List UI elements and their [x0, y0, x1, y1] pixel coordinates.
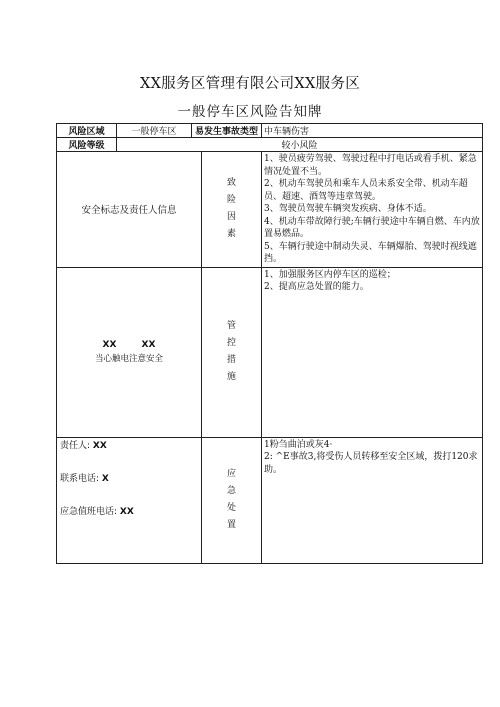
- page-subtitle: 一般停车区风险告知牌: [177, 104, 323, 120]
- safety-sign-label: 安全标志及责任人信息: [57, 152, 202, 268]
- risk-factors-heading: 致 险 因 素: [202, 152, 262, 268]
- risk-factors-list: [262, 152, 483, 268]
- list-item: 2、提高应急处置的能力。: [264, 282, 369, 292]
- risk-area-label: 风险区域: [57, 124, 117, 138]
- responsible-person: 责任人: XX: [60, 440, 107, 451]
- list-item: 2: ^E事故3,将受伤人员转移至安全区域，拨打120求助。: [264, 452, 478, 475]
- duty-phone: 应急值班电话: XX: [60, 506, 134, 517]
- sign-names: XX XX: [102, 340, 156, 350]
- emergency-list: [262, 437, 483, 563]
- sign-text: 当心触电注意安全: [94, 354, 163, 364]
- risk-notice-table: [56, 123, 483, 564]
- risk-level-label: 风险等级: [57, 138, 117, 152]
- contact-phone: 联系电话: X: [60, 473, 109, 484]
- risk-level-value: 较小风险: [117, 138, 483, 152]
- list-item: 4、机动车带故障行驶;车辆行驶途中车辆自燃、车内放置易燃品。: [264, 216, 480, 239]
- accident-type-value: 中车辆伤害: [262, 124, 483, 138]
- list-item: 1、驶员疲劳驾驶、驾驶过程中打电话或看手机、紧急情况处置不当。: [264, 154, 477, 177]
- accident-type-label: 易发生事故类型: [192, 124, 262, 138]
- page-title: XX服务区管理有限公司XX服务区: [139, 76, 361, 92]
- list-item: 1粉刍曲泊或灰4·: [264, 439, 333, 450]
- safety-sign-area: [57, 267, 202, 437]
- control-measures-heading: 管 控 措 施: [202, 267, 262, 437]
- list-item: 3、驾驶员驾驶车辆突发疾病、身体不适。: [264, 204, 432, 214]
- list-item: 5、车辆行驶途中制动失灵、车辆爆胎、驾驶时视线遮挡。: [264, 241, 477, 264]
- list-item: 2、机动车驾驶员和乘车人员未系安全带、机动车超员、超速、酒驾等违章驾驶。: [264, 179, 468, 202]
- emergency-heading: 应 急 处 置: [202, 437, 262, 563]
- risk-area-value: 一般停车区: [117, 124, 192, 138]
- contact-info: [57, 437, 202, 563]
- control-measures-list: [262, 267, 483, 437]
- list-item: 1、加强服务区内停车区的巡检；: [264, 269, 396, 280]
